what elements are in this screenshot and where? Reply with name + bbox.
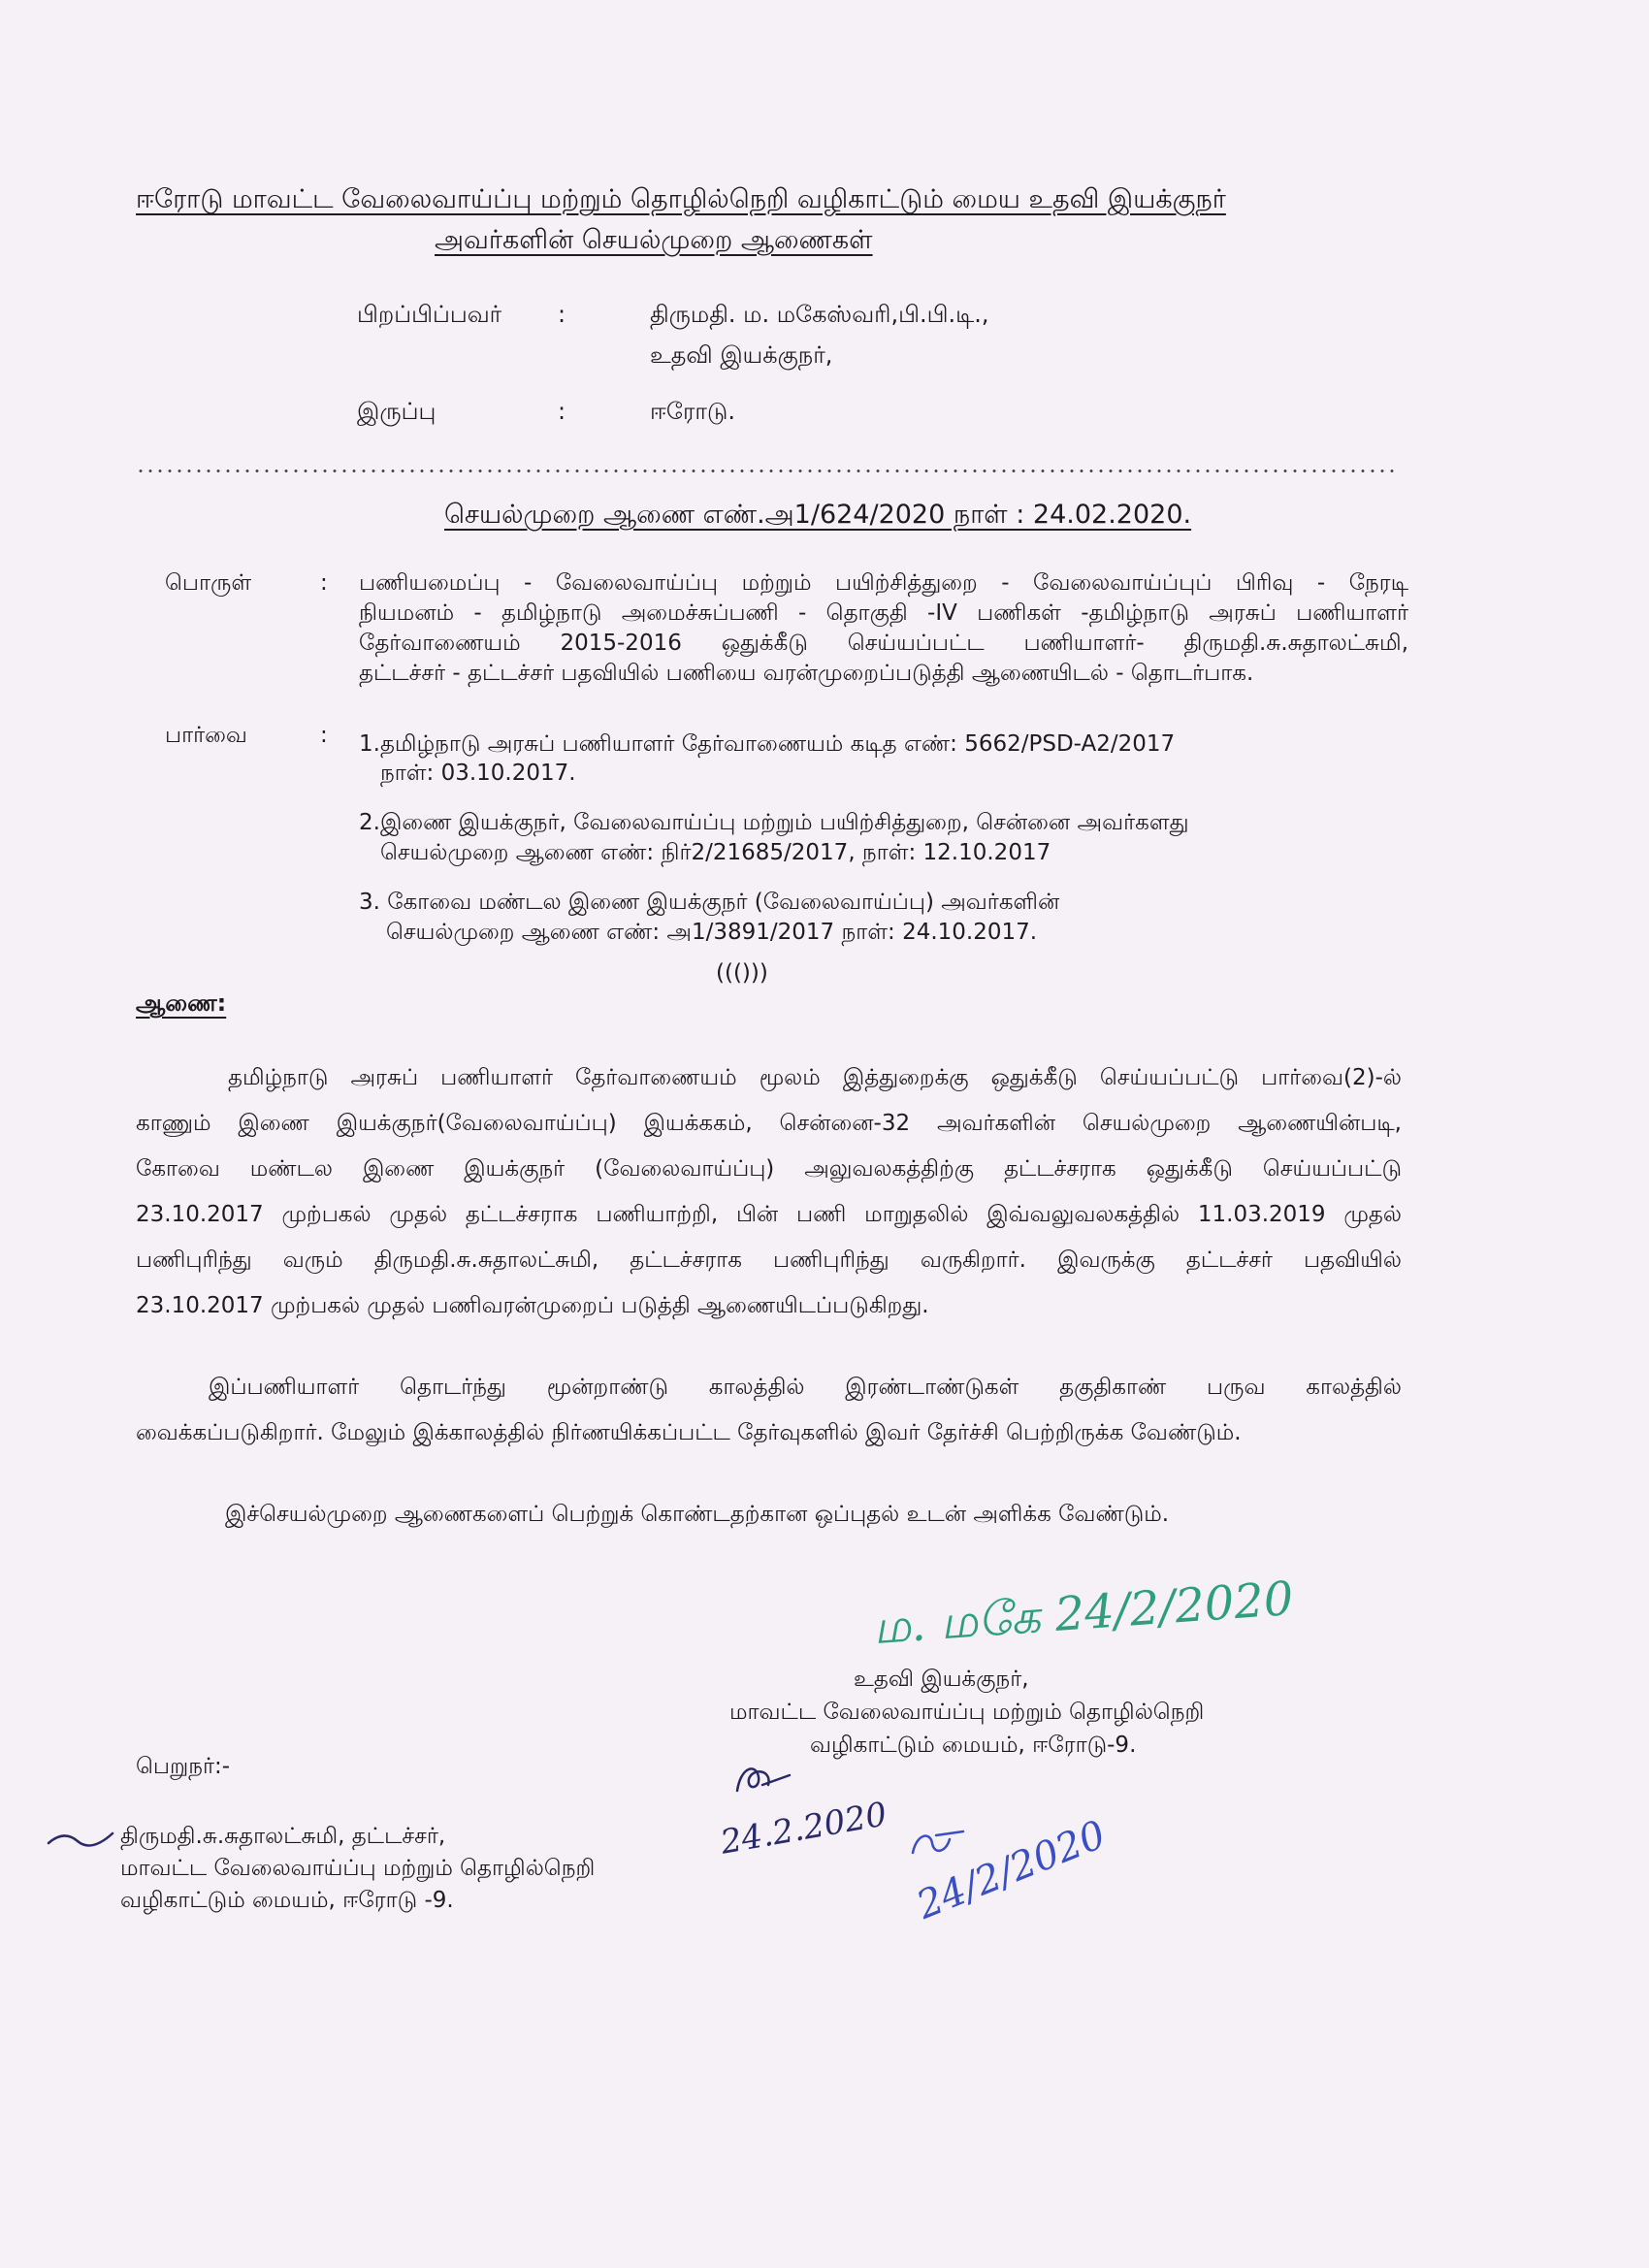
subject-line: தட்டச்சர் - தட்டச்சர் பதவியில் பணியை வரன்முறைப்படுத்தி ஆணையிடல் - தொடர்பாக. [359, 661, 1254, 686]
body-line: இச்செயல்முறை ஆணைகளைப் பெற்றுக் கொண்டதற்கான ஒப்புதல் உடன் அளிக்க வேண்டும். [225, 1502, 1170, 1527]
issuer-colon: : [558, 301, 566, 328]
reference-item-date: செயல்முறை ஆணை எண்: அ1/3891/2017 நாள்: 24.10.2017. [386, 920, 1038, 945]
dotted-divider [136, 470, 1397, 472]
issuer-designation: உதவி இயக்குநர், [650, 341, 833, 369]
reference-item-date: செயல்முறை ஆணை எண்: நிர்2/21685/2017, நாள்: 12.10.2017 [380, 840, 1051, 865]
subject-line: பணியமைப்பு - வேலைவாய்ப்பு மற்றும் பயிற்சித்துறை - வேலைவாய்ப்புப் பிரிவு - நேரடி [359, 570, 1408, 596]
order-title: செயல்முறை ஆணை எண்.அ1/624/2020 நாள் : 24.02.2020. [444, 500, 1192, 530]
subject-label: பொருள் [165, 570, 252, 596]
handwritten-date-dark: 24.2.2020 [717, 1795, 890, 1863]
reference-item: 1.தமிழ்நாடு அரசுப் பணியாளர் தேர்வாணையம் கடித எண்: 5662/PSD-A2/2017 [359, 731, 1176, 757]
subject-colon: : [320, 570, 328, 596]
checkmark-icon [45, 1822, 118, 1855]
reference-item: 2.இணை இயக்குநர், வேலைவாய்ப்பு மற்றும் பயிற்சித்துறை, சென்னை அவர்களது [359, 810, 1189, 835]
references-label: பார்வை [165, 723, 247, 748]
location-label: இருப்பு [357, 398, 436, 425]
location-colon: : [558, 398, 566, 425]
issuer-label: பிறப்பிப்பவர் [357, 301, 502, 328]
references-colon: : [320, 723, 328, 748]
handwritten-date-blue: 24/2/2020 [910, 1812, 1113, 1928]
body-line: 23.10.2017 முற்பகல் முதல் தட்டச்சராக பணியாற்றி, பின் பணி மாறுதலில் இவ்வலுவலகத்தில் 11.03.2019 முதல் [136, 1202, 1402, 1227]
signatory-address: வழிகாட்டும் மையம், ஈரோடு-9. [810, 1733, 1137, 1758]
header-line-1: ஈரோடு மாவட்ட வேலைவாய்ப்பு மற்றும் தொழில்நெறி வழிகாட்டும் மைய உதவி இயக்குநர் [136, 184, 1226, 214]
separator-mark: ((())) [716, 960, 768, 986]
reference-item-date: நாள்: 03.10.2017. [380, 761, 576, 786]
recipient-name: திருமதி.சு.சுதாலட்சுமி, தட்டச்சர், [120, 1824, 446, 1849]
recipient-label: பெறுநர்:- [136, 1754, 231, 1779]
recipient-office: மாவட்ட வேலைவாய்ப்பு மற்றும் தொழில்நெறி [120, 1856, 596, 1881]
reference-item: 3. கோவை மண்டல இணை இயக்குநர் (வேலைவாய்ப்பு) அவர்களின் [359, 890, 1060, 915]
subject-line: தேர்வாணையம் 2015-2016 ஒதுக்கீடு செய்யப்பட்ட பணியாளர்- திருமதி.சு.சுதாலட்சுமி, [359, 631, 1408, 656]
initial-mark-icon [907, 1824, 969, 1863]
signatory-office: மாவட்ட வேலைவாய்ப்பு மற்றும் தொழில்நெறி [729, 1700, 1205, 1725]
body-line: தமிழ்நாடு அரசுப் பணியாளர் தேர்வாணையம் மூலம் இத்துறைக்கு ஒதுக்கீடு செய்யப்பட்டு பார்வை(2)-ல் [228, 1065, 1402, 1090]
signatory-designation: உதவி இயக்குநர், [854, 1667, 1029, 1692]
subject-line: நியமனம் - தமிழ்நாடு அமைச்சுப்பணி - தொகுதி -IV பணிகள் -தமிழ்நாடு அரசுப் பணியாளர் [359, 600, 1408, 626]
location-value: ஈரோடு. [650, 398, 735, 425]
signature: ம. மகே 24/2/2020 [871, 1571, 1296, 1656]
recipient-address: வழிகாட்டும் மையம், ஈரோடு -9. [120, 1888, 454, 1913]
body-line: 23.10.2017 முற்பகல் முதல் பணிவரன்முறைப் படுத்தி ஆணையிடப்படுகிறது. [136, 1293, 929, 1318]
body-line: பணிபுரிந்து வரும் திருமதி.சு.சுதாலட்சுமி, தட்டச்சராக பணிபுரிந்து வருகிறார். இவருக்கு தட்டச்சர் பதவியில் [136, 1247, 1402, 1273]
body-line: காணும் இணை இயக்குநர்(வேலைவாய்ப்பு) இயக்ககம், சென்னை-32 அவர்களின் செயல்முறை ஆணையின்படி, [136, 1111, 1402, 1136]
order-label: ஆணை: [136, 989, 227, 1017]
body-line: வைக்கப்படுகிறார். மேலும் இக்காலத்தில் நிர்ணயிக்கப்பட்ட தேர்வுகளில் இவர் தேர்ச்சி பெற்றிருக்க வேண்டும். [136, 1420, 1242, 1445]
header-line-2: அவர்களின் செயல்முறை ஆணைகள் [435, 225, 873, 255]
initial-mark-icon [729, 1756, 797, 1800]
body-line: கோவை மண்டல இணை இயக்குநர் (வேலைவாய்ப்பு) அலுவலகத்திற்கு தட்டச்சராக ஒதுக்கீடு செய்யப்பட்டு [136, 1156, 1402, 1182]
issuer-name: திருமதி. ம. மகேஸ்வரி,பி.பி.டி., [650, 301, 989, 328]
body-line: இப்பணியாளர் தொடர்ந்து மூன்றாண்டு காலத்தில் இரண்டாண்டுகள் தகுதிகாண் பருவ காலத்தில் [209, 1375, 1402, 1400]
